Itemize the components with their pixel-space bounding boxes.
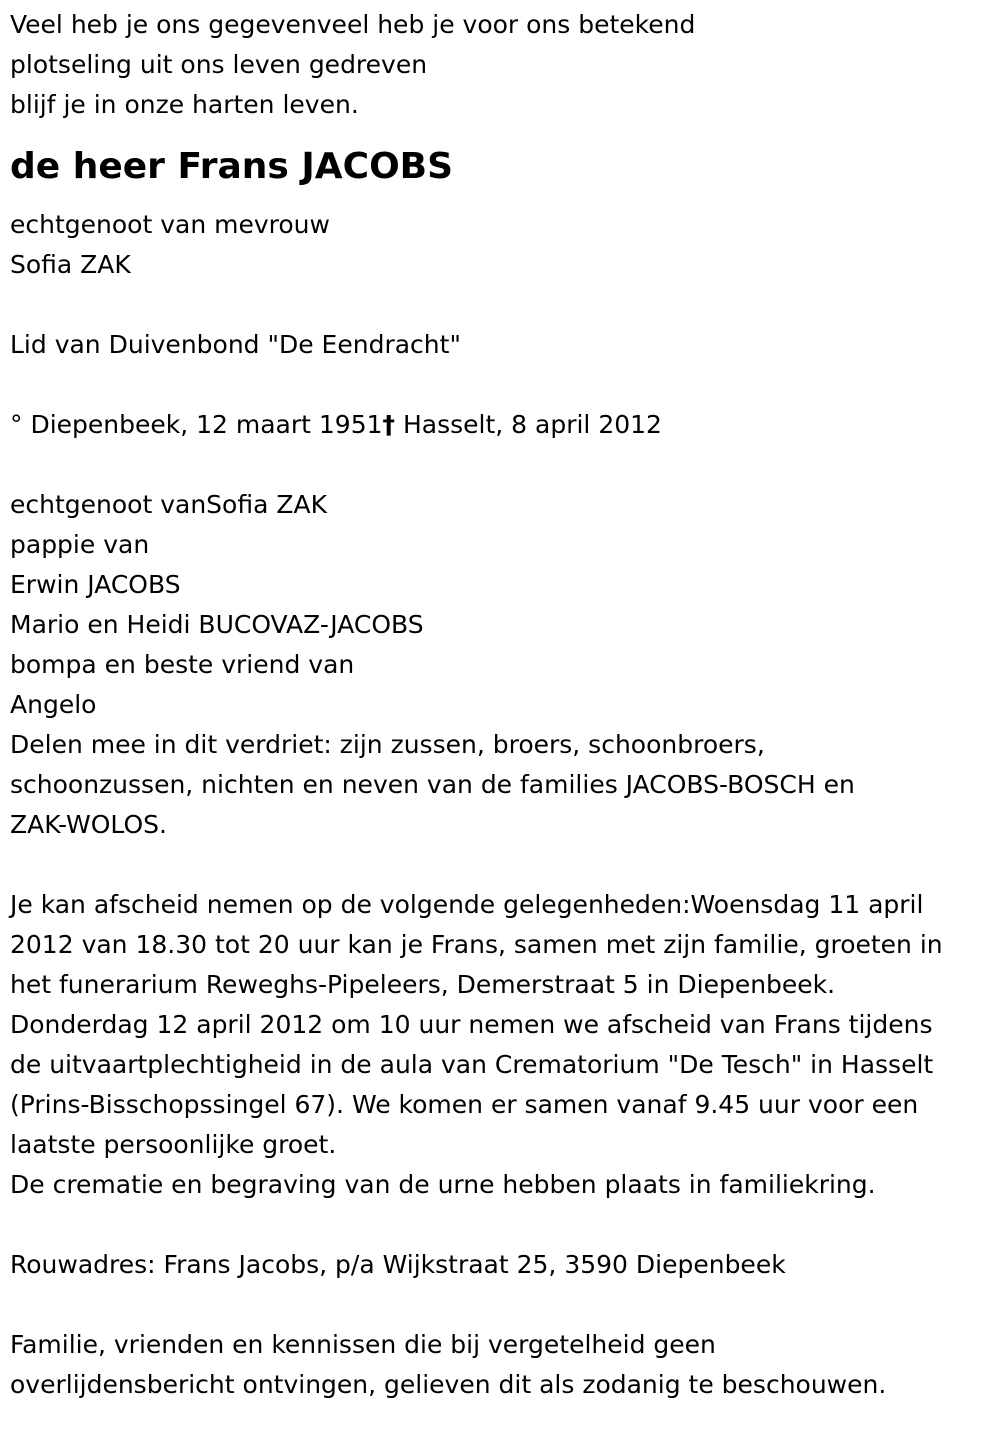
birth-date: ° Diepenbeek, 12 maart 1951 [10,410,383,439]
farewell-line: De crematie en begraving van de urne hebben plaats in familiekring. [10,1170,876,1199]
spouse-name: Sofia ZAK [10,250,131,279]
poem-line: plotseling uit ons leven gedreven [10,50,428,79]
family-line: Erwin JACOBS [10,570,181,599]
farewell-line: (Prins-Bisschopssingel 67). We komen er samen vanaf 9.45 uur voor een [10,1090,919,1119]
poem-line: Veel heb je ons gegevenveel heb je voor ons betekend [10,10,696,39]
notice-line: overlijdensbericht ontvingen, gelieven dit als zodanig te beschouwen. [10,1370,887,1399]
life-dates [10,405,995,445]
membership: Lid van Duivenbond "De Eendracht" [10,330,461,359]
farewell-line: de uitvaartplechtigheid in de aula van Crematorium "De Tesch" in Hasselt [10,1050,934,1079]
family-line: schoonzussen, nichten en neven van de families JACOBS-BOSCH en [10,770,855,799]
deceased-name: de heer Frans JACOBS [10,146,454,187]
farewell-line: Je kan afscheid nemen op de volgende gelegenheden:Woensdag 11 april [10,890,924,919]
spacer [10,845,995,885]
mourning-address: Rouwadres: Frans Jacobs, p/a Wijkstraat 25, 3590 Diepenbeek [10,1250,786,1279]
poem-line: blijf je in onze harten leven. [10,90,359,119]
obituary-document [10,5,995,1405]
family-line: Angelo [10,690,97,719]
spacer [10,1205,995,1245]
family-line: Mario en Heidi BUCOVAZ-JACOBS [10,610,424,639]
spouse-intro: echtgenoot van mevrouw [10,210,330,239]
spacer [10,1285,995,1325]
spacer [10,365,995,405]
family-line: echtgenoot vanSofia ZAK [10,490,327,519]
family-line: bompa en beste vriend van [10,650,355,679]
farewell-line: 2012 van 18.30 tot 20 uur kan je Frans, samen met zijn familie, groeten in [10,930,943,959]
spacer [10,445,995,485]
spacer [10,285,995,325]
spouse-block [10,205,995,285]
farewell-line: laatste persoonlijke groet. [10,1130,337,1159]
poem [10,5,995,125]
death-date: Hasselt, 8 april 2012 [395,410,662,439]
family-line: ZAK-WOLOS. [10,810,167,839]
family-block [10,485,995,845]
farewell-block [10,885,995,1205]
farewell-line: Donderdag 12 april 2012 om 10 uur nemen we afscheid van Frans tijdens [10,1010,933,1039]
cross-icon: † [382,410,396,439]
family-line: pappie van [10,530,150,559]
farewell-line: het funerarium Reweghs-Pipeleers, Demerstraat 5 in Diepenbeek. [10,970,836,999]
notice-line: Familie, vrienden en kennissen die bij vergetelheid geen [10,1330,716,1359]
notice-block [10,1325,995,1405]
family-line: Delen mee in dit verdriet: zijn zussen, broers, schoonbroers, [10,730,765,759]
